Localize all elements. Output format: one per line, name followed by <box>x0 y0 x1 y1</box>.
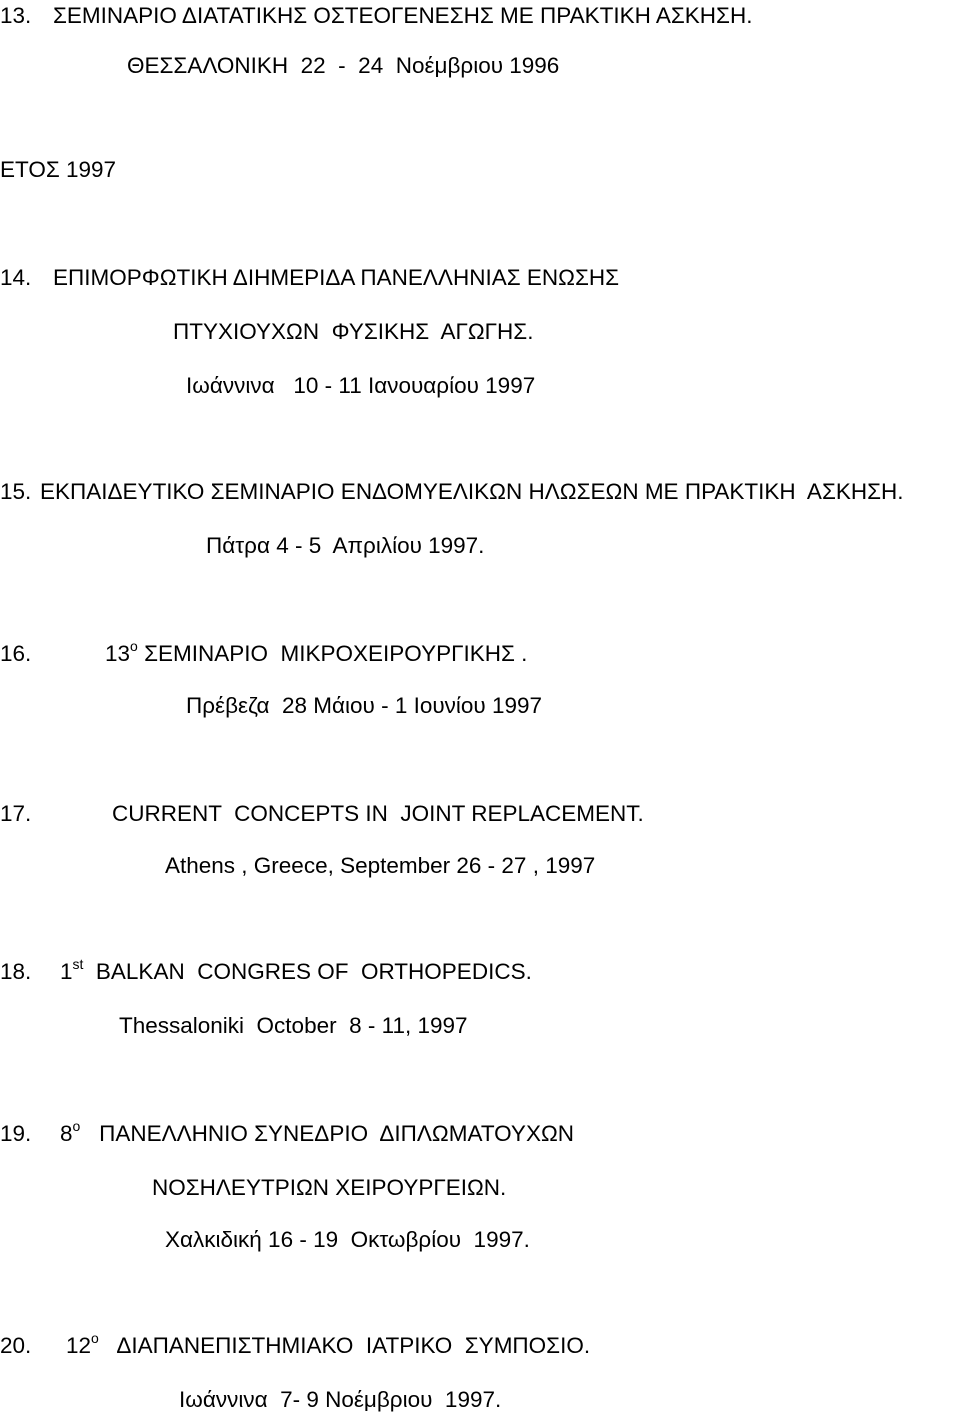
item-19-place: Χαλκιδική 16 - 19 Οκτωβρίου 1997. <box>165 1227 530 1252</box>
item-15-title: ΕΚΠΑΙΔΕΥΤΙΚΟ ΣΕΜΙΝΑΡΙΟ ΕΝΔΟΜΥΕΛΙΚΩΝ ΗΛΩΣΕΩΝ ΜΕ ΠΡΑΚΤΙΚΗ ΑΣΚΗΣΗ. <box>40 479 904 504</box>
item-18-number: 18. <box>0 959 32 984</box>
item-17-number: 17. <box>0 801 32 826</box>
item-17-title: CURRENT CONCEPTS IN JOINT REPLACEMENT. <box>112 801 644 826</box>
item-18-title-line <box>60 955 532 986</box>
item-20-number: 20. <box>0 1333 32 1358</box>
item-16-ordinal: 13 <box>105 641 131 666</box>
item-13-place: ΘΕΣΣΑΛΟΝΙΚΗ 22 - 24 Νοέμβριου 1996 <box>127 53 560 78</box>
item-13-number: 13. <box>0 3 32 28</box>
item-15-number: 15. <box>0 479 32 504</box>
item-19-title-line <box>60 1117 575 1148</box>
item-14-place: Ιωάννινα 10 - 11 Ιανουαρίου 1997 <box>186 373 536 398</box>
item-18-title: BALKAN CONGRES OF ORTHOPEDICS. <box>83 959 532 984</box>
item-16-title-line <box>105 637 528 668</box>
item-17-place: Athens , Greece, September 26 - 27 , 1997 <box>165 853 596 878</box>
item-16-ordinal-suffix: ο <box>130 637 138 654</box>
item-16-place: Πρέβεζα 28 Μάιου - 1 Ιουνίου 1997 <box>186 693 543 718</box>
item-15-place: Πάτρα 4 - 5 Απριλίου 1997. <box>206 533 485 558</box>
item-19-number: 19. <box>0 1121 32 1146</box>
item-14-title-line2: ΠΤΥΧΙΟΥΧΩΝ ΦΥΣΙΚΗΣ ΑΓΩΓΗΣ. <box>173 319 534 344</box>
item-13-title: ΣΕΜΙΝΑΡΙΟ ΔΙΑΤΑΤΙΚΗΣ ΟΣΤΕΟΓΕΝΕΣΗΣ ΜΕ ΠΡΑΚΤΙΚΗ ΑΣΚΗΣΗ. <box>53 3 753 28</box>
item-14-title: ΕΠΙΜΟΡΦΩΤΙΚΗ ΔΙΗΜΕΡΙΔΑ ΠΑΝΕΛΛΗΝΙΑΣ ΕΝΩΣΗΣ <box>53 265 620 290</box>
item-18-ordinal: 1 <box>60 959 73 984</box>
item-18-ordinal-suffix: st <box>72 955 84 972</box>
item-16-number: 16. <box>0 641 32 666</box>
item-20-ordinal: 12 <box>66 1333 92 1358</box>
item-20-place: Ιωάννινα 7- 9 Νοέμβριου 1997. <box>179 1387 502 1412</box>
item-18-place: Thessaloniki October 8 - 11, 1997 <box>119 1013 468 1038</box>
year-heading: ΕΤΟΣ 1997 <box>0 157 117 182</box>
item-16-title: ΣΕΜΙΝΑΡΙΟ ΜΙΚΡΟΧΕΙΡΟΥΡΓΙΚΗΣ . <box>137 641 528 666</box>
item-19-ordinal: 8 <box>60 1121 73 1146</box>
item-19-ordinal-suffix: ο <box>72 1117 81 1134</box>
item-19-title-line2: ΝΟΣΗΛΕΥΤΡΙΩΝ ΧΕΙΡΟΥΡΓΕΙΩΝ. <box>152 1175 507 1200</box>
item-19-title: ΠΑΝΕΛΛΗΝΙΟ ΣΥΝΕΔΡΙΟ ΔΙΠΛΩΜΑΤΟΥΧΩΝ <box>80 1121 575 1146</box>
item-14-number: 14. <box>0 265 32 290</box>
item-20-ordinal-suffix: ο <box>91 1329 99 1346</box>
item-20-title-line <box>66 1329 591 1360</box>
item-20-title: ΔΙΑΠΑΝΕΠΙΣΤΗΜΙΑΚΟ ΙΑΤΡΙΚΟ ΣΥΜΠΟΣΙΟ. <box>98 1333 591 1358</box>
